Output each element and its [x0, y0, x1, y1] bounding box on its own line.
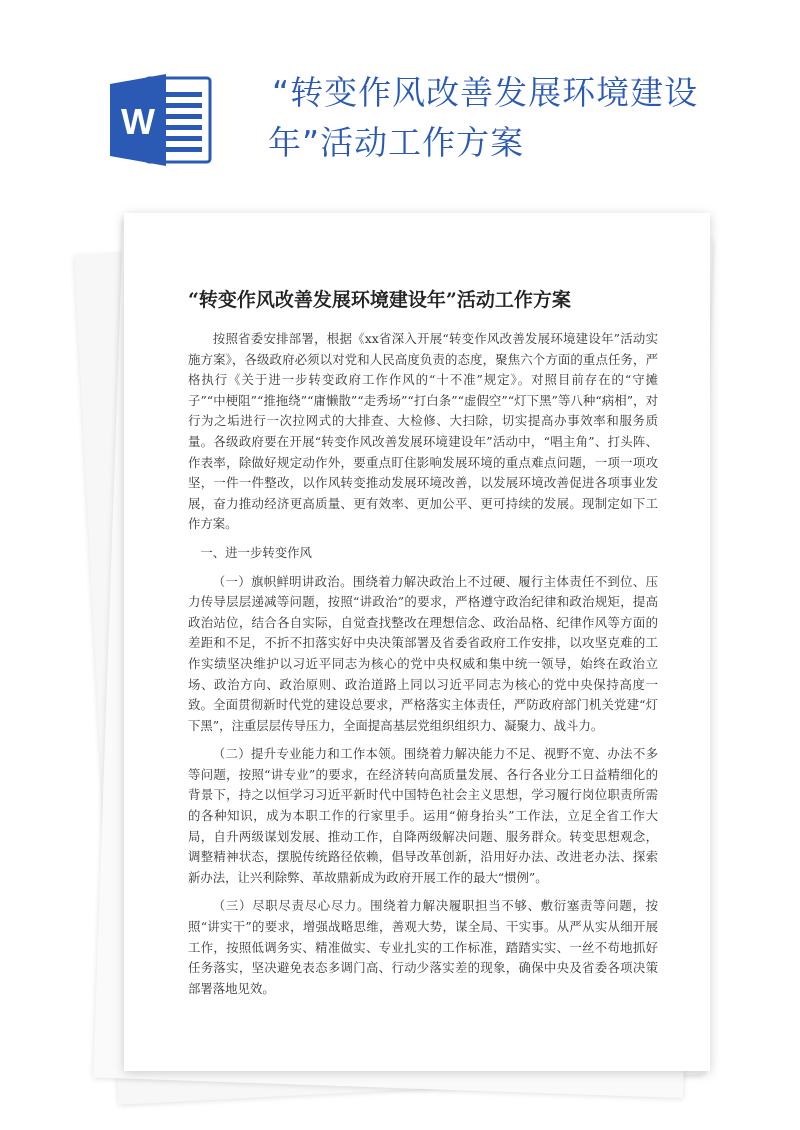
paragraph-responsibility: （三）尽职尽责尽心尽力。围绕着力解决履职担当不够、敷衍塞责等问题，按照“讲实干”的要求，增强战略思维，善观大势，谋全局、干实事。从严从实从细开展工作，按照低调务实、精准做实、专业扎实的工作标准，踏踏实实、一丝不苟地抓好任务落实，坚决避免表态多调门高、行动少落实差的现象，确保中央及省委各项决策部署落地见效。: [188, 898, 658, 996]
paragraph-capability: （二）提升专业能力和工作本领。围绕着力解决能力不足、视野不宽、办法不多等问题，按照“讲专业”的要求，在经济转向高质量发展、各行各业分工日益精细化的背景下，持之以恒学习习近平新时代中国特色社会主义思想，学习履行岗位职责所需的各种知识，成为本职工作的行家里手。运用“俯身抬头”工作法，立足全省工作大局，自升两级谋划发展、推动工作，自降两级解决问题、服务群众。转变思想观念，调整精神状态，摆脱传统路径依赖，倡导改革创新，沿用好办法、改进老办法、探索新办法，让兴利除弊、革故鼎新成为政府开展工作的最大“惯例”。: [188, 746, 658, 885]
page-title: [268, 68, 702, 168]
document-body: [188, 329, 658, 1007]
page-title-line2: 年”活动工作方案: [268, 123, 525, 162]
paragraph-intro: 按照省委安排部署，根据《xx省深入开展“转变作风改善发展环境建设年”活动实施方案》，各级政府必须以对党和人民高度负责的态度，聚焦六个方面的重点任务，严格执行《关于进一步转变政府工作作风的“十不准”规定》。对照目前存在的“守摊子”“中梗阻”“推拖绕”“庸懒散”“走秀场”“打白条”“虚假空”“灯下黑”等八种“病相”，对行为之垢进行一次拉网式的大排查、大检修、大扫除，切实提高办事效率和服务质量。各级政府要在开展“转变作风改善发展环境建设年”活动中，“唱主角”、打头阵、作表率，除做好规定动作外，要重点盯住影响发展环境的重点难点问题，一项一项攻坚，一件一件整改，以作风转变推动发展环境改善，以发展环境改善促进各项事业发展，奋力推动经济更高质量、更有效率、更加公平、更可持续的发展。现制定如下工作方案。: [188, 331, 658, 532]
document-title: “转变作风改善发展环境建设年”活动工作方案: [188, 289, 571, 311]
page-title-line1: “转变作风改善发展环境建设: [272, 73, 699, 112]
word-icon-letter: W: [121, 101, 155, 142]
section-heading: 一、进一步转变作风: [200, 544, 312, 560]
page-header: [0, 0, 800, 200]
paragraph-politics: （一）旗帜鲜明讲政治。围绕着力解决政治上不过硬、履行主体责任不到位、压力传导层层递减等问题，按照“讲政治”的要求，严格遵守政治纪律和政治规矩，提高政治站位，结合各自实际，自觉查找整改在理想信念、政治品格、纪律作风等方面的差距和不足，不折不扣落实好中央决策部署及省委省政府工作安排，以攻坚克难的工作实绩坚决维护以习近平同志为核心的党中央权威和集中统一领导，始终在政治立场、政治方向、政治原则、政治道路上同以习近平同志为核心的党中央保持高度一致。全面贯彻新时代党的建设总要求，严格落实主体责任，严防政府部门机关党建“灯下黑”，注重层层传导压力，全面提高基层党组织组织力、凝聚力、战斗力。: [188, 573, 658, 733]
document-page: [124, 213, 710, 1071]
word-document-icon: [108, 70, 218, 170]
